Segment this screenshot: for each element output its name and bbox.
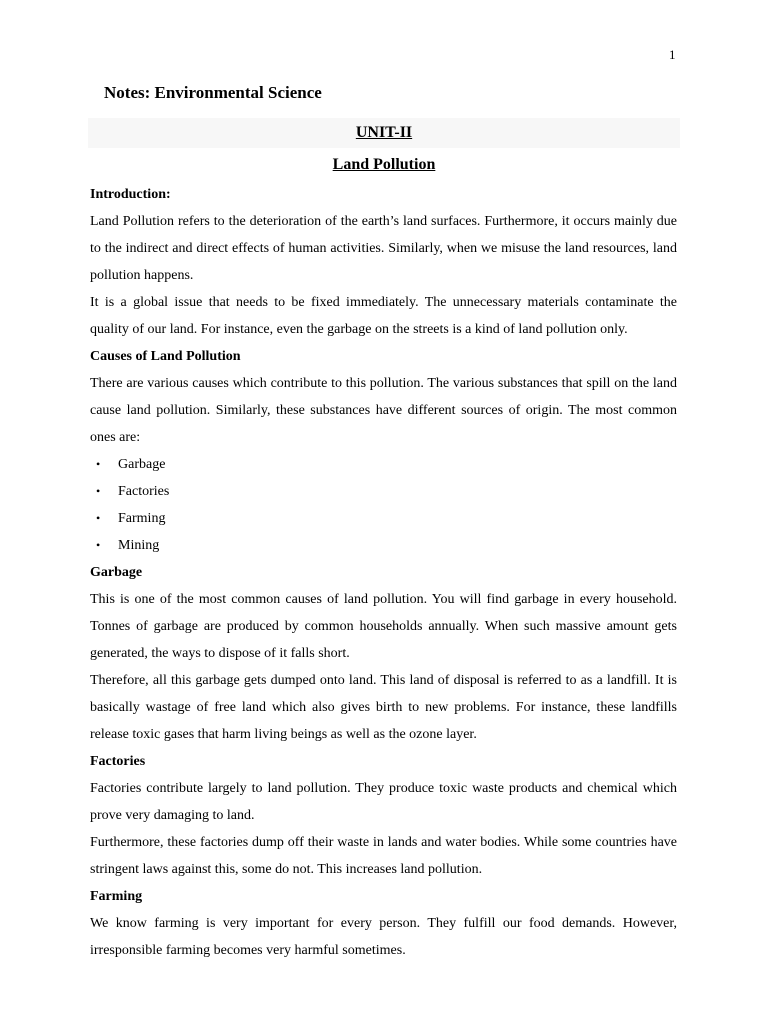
farming-heading: Farming	[90, 889, 143, 904]
list-item-label: Farming	[118, 511, 166, 526]
topic-title: Land Pollution	[332, 156, 436, 173]
list-item-label: Factories	[118, 484, 170, 499]
garbage-paragraph: Therefore, all this garbage gets dumped onto land. This land of disposal is referred to as a landfill. It is basically wastage of free land which also gives birth to new problems. For instance, these landfills release toxic gases that harm living beings as well as the ozone layer.	[90, 673, 677, 742]
unit-title: UNIT-II	[355, 124, 413, 141]
list-item	[90, 505, 677, 532]
document-body	[90, 181, 677, 964]
document-header: Notes: Environmental Science	[104, 83, 322, 102]
list-item-label: Garbage	[118, 457, 166, 472]
list-item	[90, 532, 677, 559]
list-item	[90, 451, 677, 478]
factories-paragraph: Factories contribute largely to land pollution. They produce toxic waste products and chemical which prove very damaging to land.	[90, 781, 677, 823]
garbage-paragraph: This is one of the most common causes of land pollution. You will find garbage in every household. Tonnes of garbage are produced by common households annually. When such massive amount gets generated, the ways to dispose of it falls short.	[90, 592, 677, 661]
bullet-icon: •	[96, 538, 101, 552]
list-item-label: Mining	[118, 538, 160, 553]
causes-list	[90, 451, 677, 559]
garbage-heading: Garbage	[90, 565, 143, 580]
introduction-paragraph: It is a global issue that needs to be fixed immediately. The unnecessary materials contaminate the quality of our land. For instance, even the garbage on the streets is a kind of land pollution only.	[90, 295, 677, 337]
farming-paragraph: We know farming is very important for every person. They fulfill our food demands. However, irresponsible farming becomes very harmful sometimes.	[90, 916, 677, 958]
factories-heading: Factories	[90, 754, 146, 769]
causes-heading: Causes of Land Pollution	[90, 349, 241, 364]
bullet-icon: •	[96, 511, 101, 525]
page-number: 1	[669, 47, 676, 62]
factories-paragraph: Furthermore, these factories dump off their waste in lands and water bodies. While some countries have stringent laws against this, some do not. This increases land pollution.	[90, 835, 677, 877]
introduction-paragraph: Land Pollution refers to the deterioration of the earth’s land surfaces. Furthermore, it occurs mainly due to the indirect and direct effects of human activities. Similarly, when we misuse the land resources, land pollution happens.	[90, 214, 677, 283]
list-item	[90, 478, 677, 505]
bullet-icon: •	[96, 457, 101, 471]
bullet-icon: •	[96, 484, 101, 498]
causes-paragraph: There are various causes which contribute to this pollution. The various substances that spill on the land cause land pollution. Similarly, these substances have different sources of origin. The most common ones are:	[90, 376, 677, 445]
introduction-heading: Introduction:	[90, 187, 171, 202]
